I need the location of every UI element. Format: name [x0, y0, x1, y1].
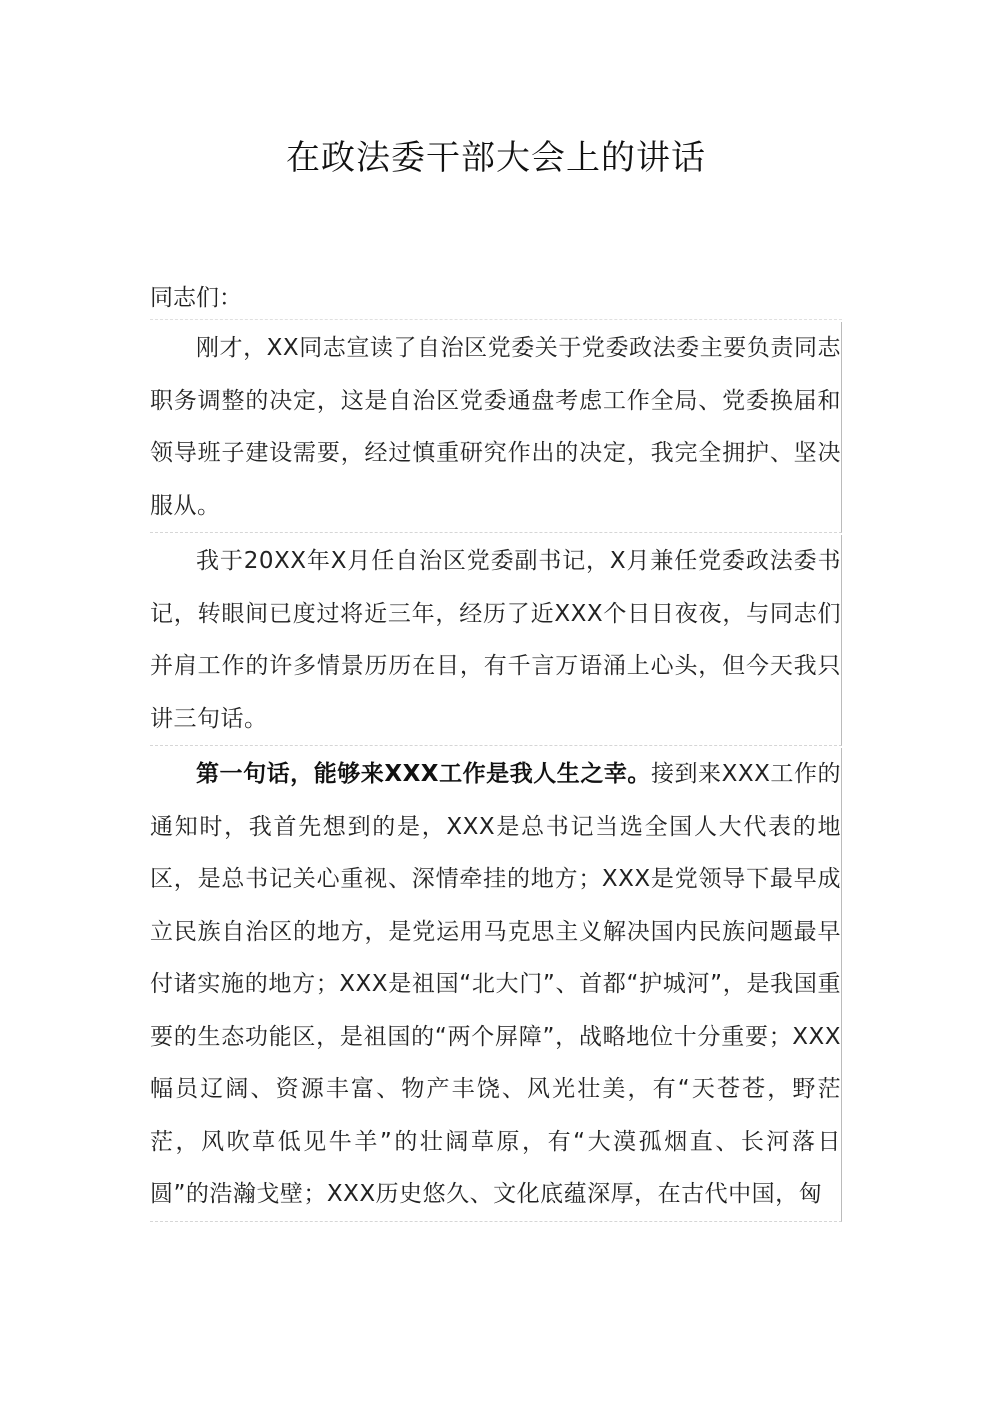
paragraph-text: 刚才，XX同志宣读了自治区党委关于党委政法委主要负责同志职务调整的决定，这是自治区党委通盘考虑工作全局、党委换届和领导班子建设需要，经过慎重研究作出的决定，我完全拥护、坚决服从。 — [150, 335, 841, 519]
paragraph — [150, 748, 842, 1222]
paragraph-lead: 第一句话，能够来XXX工作是我人生之幸。 — [196, 761, 651, 787]
salutation: 同志们： — [150, 285, 242, 311]
document-body — [150, 322, 842, 1222]
document-title: 在政法委干部大会上的讲话 — [286, 138, 706, 178]
paragraph-text: 接到来XXX工作的通知时，我首先想到的是，XXX是总书记当选全国人大代表的地区，是总书记关心重视、深情牵挂的地方；XXX是党领导下最早成立民族自治区的地方，是党运用马克思主义解决国内民族问题最早付诸实施的地方；XXX是祖国“北大门”、首都“护城河”，是我国重要的生态功能区，是祖国的“两个屏障”，战略地位十分重要；XXX幅员辽阔、资源丰富、物产丰饶、风光壮美，有“天苍苍，野茫茫，风吹草低见牛羊”的壮阔草原，有“大漠孤烟直、长河落日圆”的浩瀚戈壁；XXX历史悠久、文化底蕴深厚，在古代中国，匈 — [150, 761, 841, 1207]
divider — [150, 319, 842, 320]
paragraph-text: 我于20XX年X月任自治区党委副书记，X月兼任党委政法委书记，转眼间已度过将近三年，经历了近XXX个日日夜夜，与同志们并肩工作的许多情景历历在目，有千言万语涌上心头，但今天我只讲三句话。 — [150, 548, 841, 732]
paragraph — [150, 535, 842, 746]
paragraph — [150, 322, 842, 533]
